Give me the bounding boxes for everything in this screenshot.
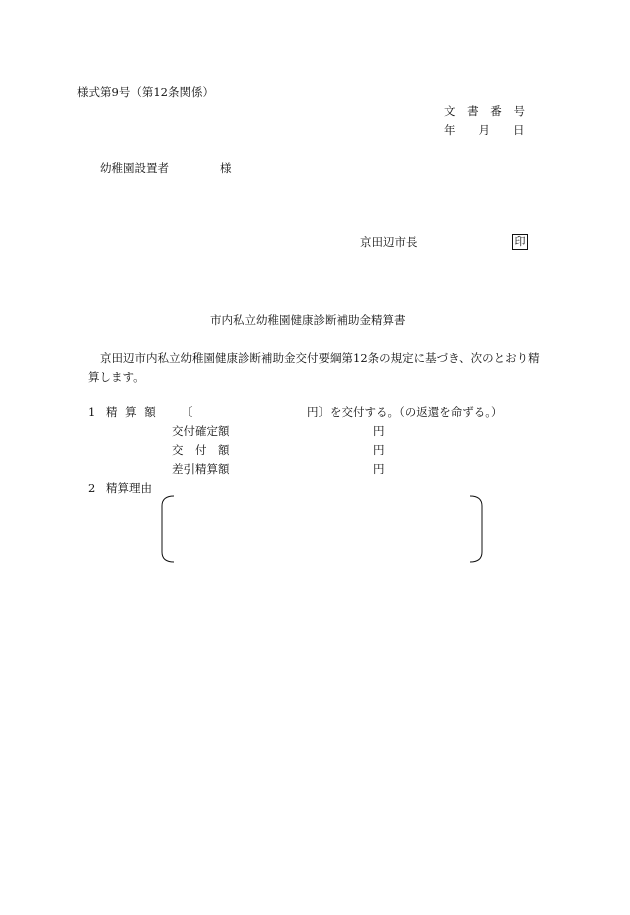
seal-mark: 印	[512, 234, 528, 250]
sub3-label: 差引精算額	[172, 462, 230, 476]
document-title: 市内私立幼稚園健康診断補助金精算書	[210, 313, 406, 327]
reason-right-bracket	[466, 494, 486, 566]
body-text-line1: 京田辺市内私立幼稚園健康診断補助金交付要綱第12条の規定に基づき、次のとおり精	[100, 351, 540, 365]
reason-left-bracket	[158, 494, 178, 566]
sub2-label: 交 付 額	[172, 443, 230, 457]
item2-label: 精算理由	[106, 481, 152, 495]
item1-open-bracket: 〔	[181, 405, 193, 419]
sub2-unit: 円	[373, 443, 385, 457]
issuer-name: 京田辺市長	[360, 235, 418, 249]
sub1-unit: 円	[373, 424, 385, 438]
item1-amount-suffix: 円〕を交付する。（の返還を命ずる。）	[307, 405, 503, 419]
sub3-unit: 円	[373, 462, 385, 476]
item1-number: 1	[88, 405, 96, 419]
form-number: 様式第9号（第12条関係）	[77, 85, 214, 99]
date-label: 年 月 日	[444, 123, 525, 137]
addressee-label: 幼稚園設置者	[100, 161, 169, 175]
body-text-line2: 算します。	[88, 370, 145, 384]
item1-label: 精 算 額	[106, 405, 158, 419]
document-number-label: 文 書 番 号	[444, 104, 529, 118]
sub1-label: 交付確定額	[172, 424, 230, 438]
addressee-honorific: 様	[220, 161, 232, 175]
item2-number: 2	[88, 481, 96, 495]
